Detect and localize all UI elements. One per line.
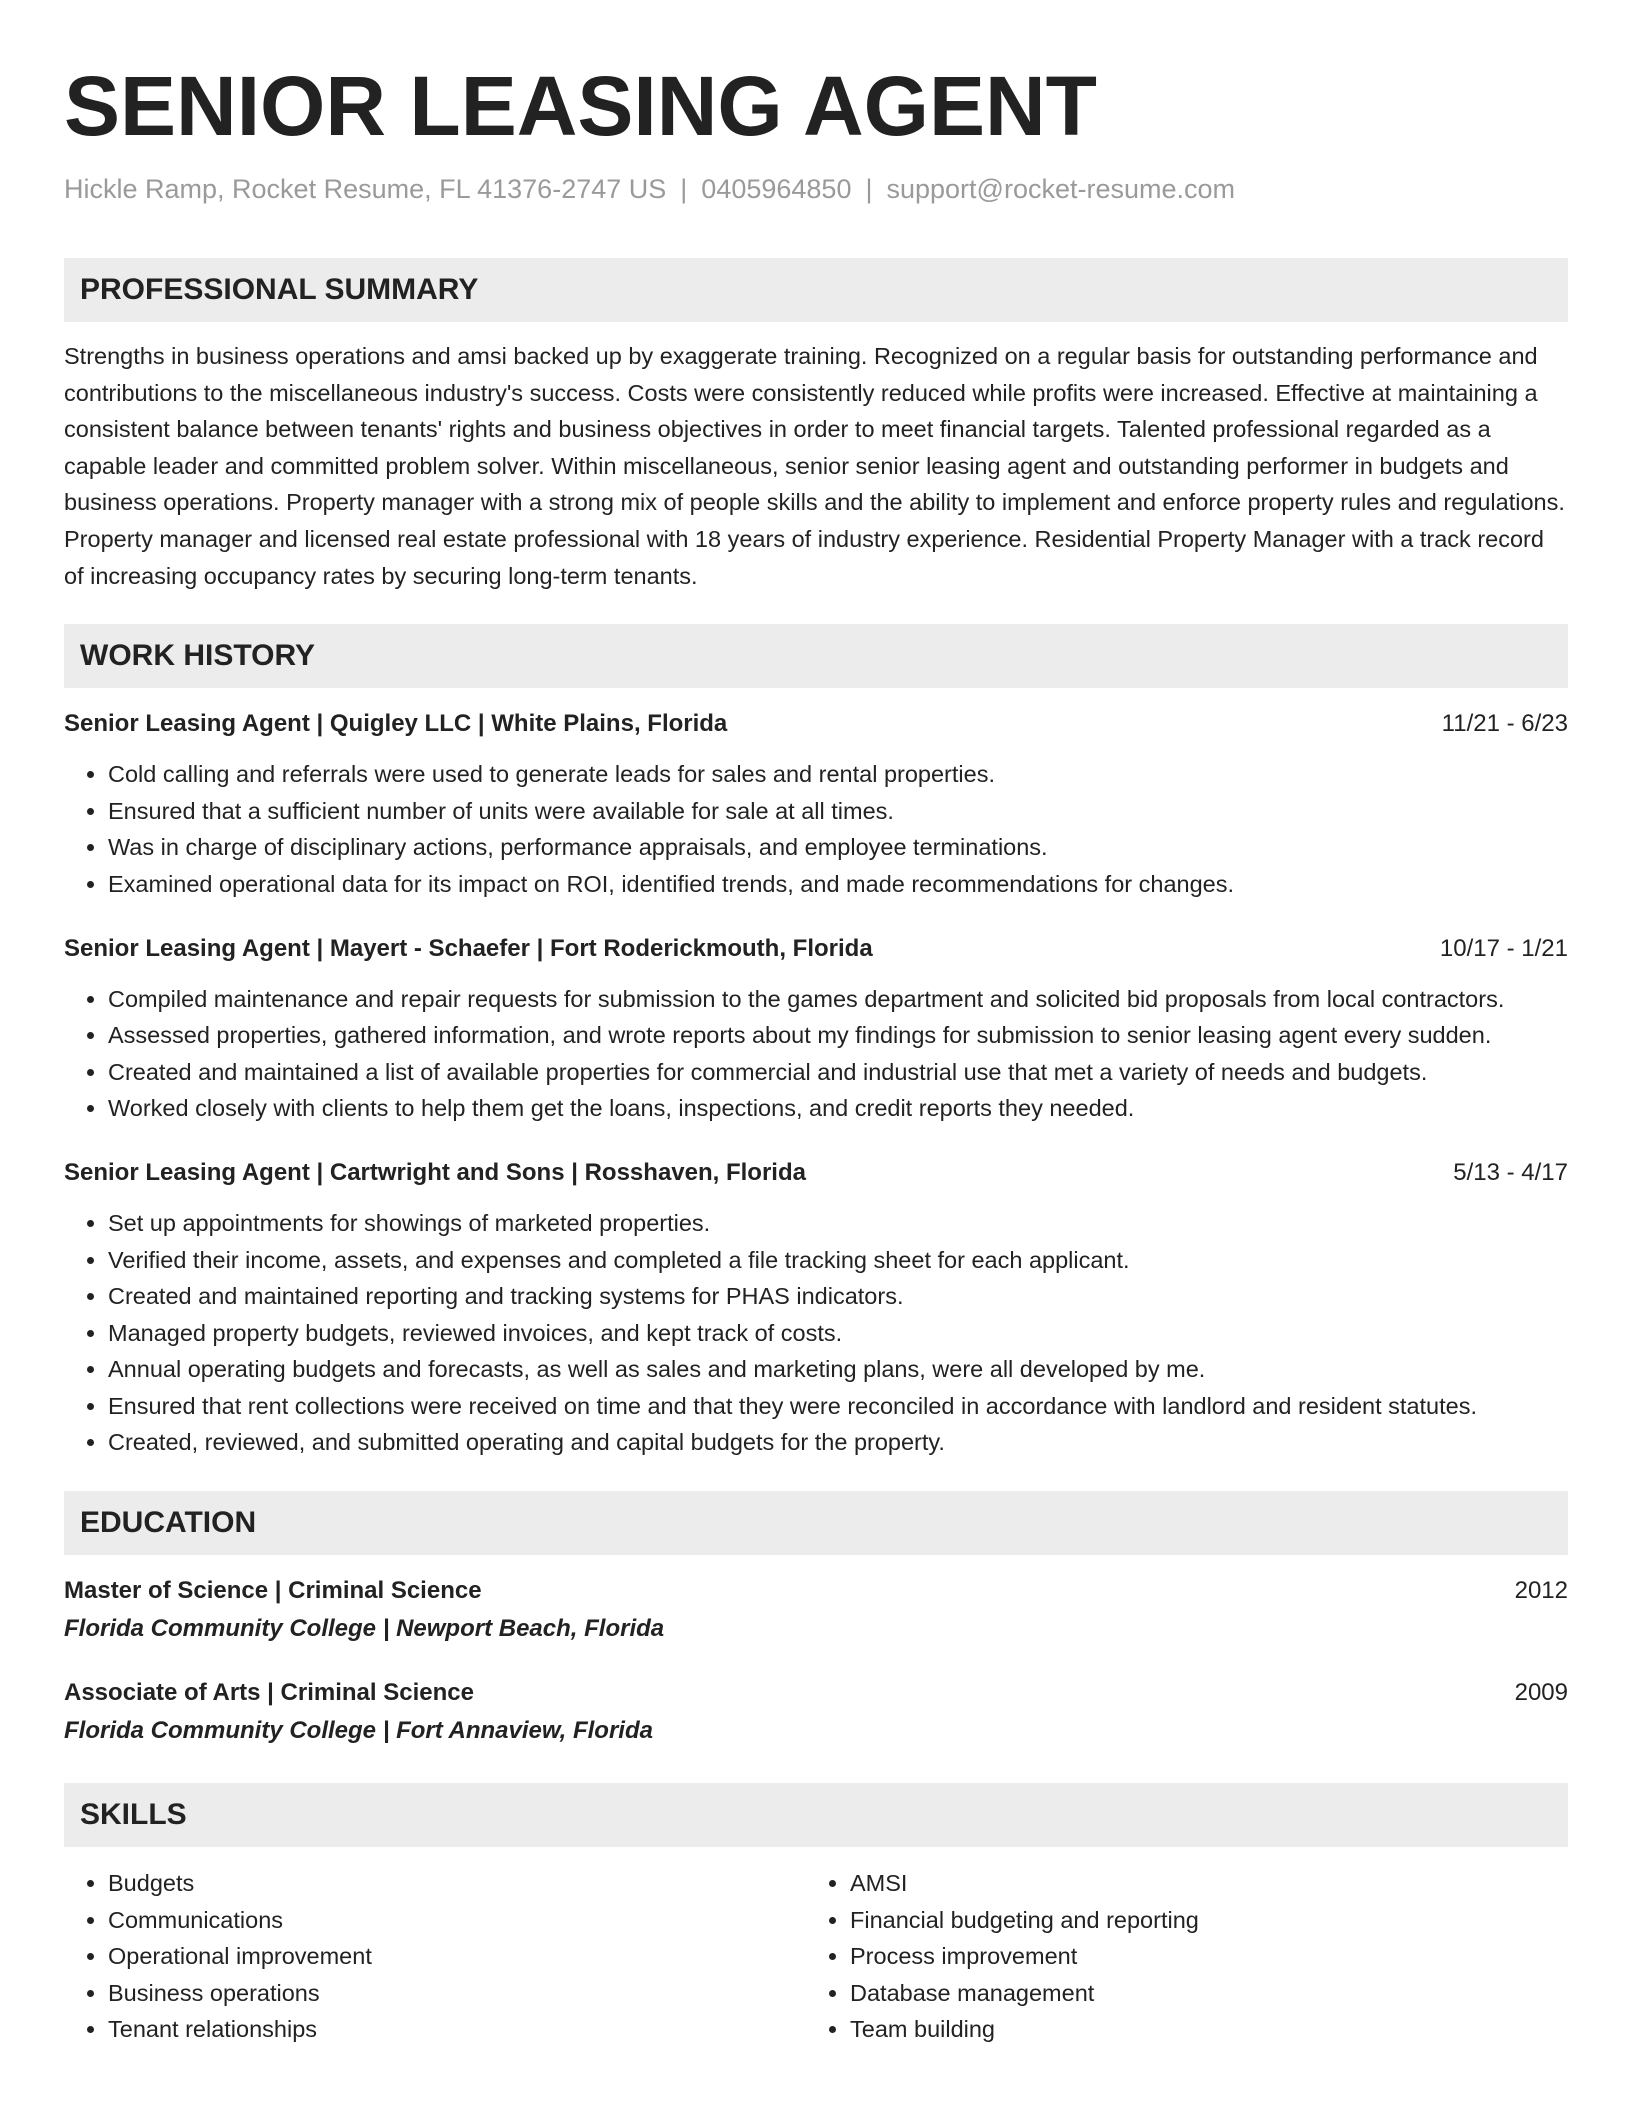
contact-email[interactable]: support@rocket-resume.com	[886, 174, 1236, 204]
list-item: • Ensured that rent collections were received on time and that they were reconciled in accordance with landlord and resident statutes.	[108, 1388, 1568, 1425]
section-heading-skills: SKILLS	[64, 1783, 1568, 1847]
contact-line	[64, 172, 1568, 206]
job-entry	[64, 931, 1568, 1127]
job-dates: 5/13 - 4/17	[1453, 1158, 1568, 1186]
list-item: • Worked closely with clients to help them get the loans, inspections, and credit reports they needed.	[108, 1090, 1568, 1127]
job-entry	[64, 1155, 1568, 1461]
skill-item: • Tenant relationships	[108, 2011, 806, 2048]
list-item: • Created, reviewed, and submitted operating and capital budgets for the property.	[108, 1424, 1568, 1461]
list-item: • Cold calling and referrals were used to generate leads for sales and rental properties.	[108, 756, 1568, 793]
skill-item: • Budgets	[108, 1865, 806, 1902]
job-bullet-list	[64, 981, 1568, 1127]
skill-item: • Database management	[850, 1975, 1548, 2012]
list-item: • Created and maintained reporting and tracking systems for PHAS indicators.	[108, 1278, 1568, 1315]
list-item: • Ensured that a sufficient number of units were available for sale at all times.	[108, 793, 1568, 830]
education-degree: Master of Science | Criminal Science	[64, 1577, 482, 1605]
contact-separator: |	[680, 174, 688, 204]
contact-phone: 0405964850	[701, 174, 852, 204]
job-bullet-list	[64, 1205, 1568, 1461]
skill-item: • Team building	[850, 2011, 1548, 2048]
list-item: • Verified their income, assets, and expenses and completed a file tracking sheet for each applicant.	[108, 1242, 1568, 1279]
list-item: • Compiled maintenance and repair requests for submission to the games department and solicited bid proposals from local contractors.	[108, 981, 1568, 1018]
education-year: 2009	[1514, 1679, 1568, 1707]
summary-text: Strengths in business operations and amsi backed up by exaggerate training. Recognized on a regular basis for outstanding performance and contributions to the miscellaneous industry's success. Costs were consistently reduced while profits were increased. Effective at maintaining a consistent balance between tenants' rights and business objectives in order to meet financial targets. Talented professional regarded as a capable leader and committed problem solver. Within miscellaneous, senior senior leasing agent and outstanding performer in budgets and business operations. Property manager with a strong mix of people skills and the ability to implement and enforce property rules and regulations. Property manager and licensed real estate professional with 18 years of industry experience. Residential Property Manager with a track record of increasing occupancy rates by securing long-term tenants.	[64, 343, 1565, 589]
education-year: 2012	[1514, 1577, 1568, 1605]
list-item: • Annual operating budgets and forecasts, as well as sales and marketing plans, were all developed by me.	[108, 1351, 1568, 1388]
education-degree: Associate of Arts | Criminal Science	[64, 1679, 474, 1707]
education-school: Florida Community College | Newport Beach, Florida	[64, 1615, 665, 1643]
contact-separator: |	[865, 174, 873, 204]
skill-item: • Communications	[108, 1902, 806, 1939]
skill-item: • AMSI	[850, 1865, 1548, 1902]
resume-title: SENIOR LEASING AGENT	[64, 59, 1097, 153]
skills-list	[64, 1865, 1568, 2048]
skill-item: • Business operations	[108, 1975, 806, 2012]
education-school: Florida Community College | Fort Annaview, Florida	[64, 1717, 653, 1745]
list-item: • Managed property budgets, reviewed invoices, and kept track of costs.	[108, 1315, 1568, 1352]
section-heading-summary: PROFESSIONAL SUMMARY	[64, 258, 1568, 322]
job-title: Senior Leasing Agent | Quigley LLC | White Plains, Florida	[64, 710, 728, 738]
list-item: • Was in charge of disciplinary actions, performance appraisals, and employee terminations.	[108, 829, 1568, 866]
job-header	[64, 706, 1568, 742]
skill-item: • Financial budgeting and reporting	[850, 1902, 1548, 1939]
education-entry	[64, 1675, 1568, 1751]
job-title: Senior Leasing Agent | Mayert - Schaefer | Fort Roderickmouth, Florida	[64, 934, 873, 962]
job-bullet-list	[64, 756, 1568, 902]
skill-item: • Operational improvement	[108, 1938, 806, 1975]
work-history-list	[64, 706, 1568, 1461]
list-item: • Created and maintained a list of available properties for commercial and industrial use that met a variety of needs and budgets.	[108, 1054, 1568, 1091]
education-entry	[64, 1573, 1568, 1649]
education-list	[64, 1573, 1568, 1751]
job-dates: 11/21 - 6/23	[1441, 710, 1568, 738]
list-item: • Assessed properties, gathered information, and wrote reports about my findings for submission to senior leasing agent every sudden.	[108, 1017, 1568, 1054]
skill-item: • Process improvement	[850, 1938, 1548, 1975]
job-header	[64, 931, 1568, 967]
education-header	[64, 1573, 1568, 1609]
education-header	[64, 1675, 1568, 1711]
skills-column-right	[806, 1865, 1548, 2048]
contact-address: Hickle Ramp, Rocket Resume, FL 41376-2747 US	[64, 174, 667, 204]
list-item: • Examined operational data for its impact on ROI, identified trends, and made recommendations for changes.	[108, 866, 1568, 903]
skills-column-left	[64, 1865, 806, 2048]
list-item: • Set up appointments for showings of marketed properties.	[108, 1205, 1568, 1242]
job-dates: 10/17 - 1/21	[1439, 934, 1568, 962]
job-header	[64, 1155, 1568, 1191]
job-title: Senior Leasing Agent | Cartwright and Sons | Rosshaven, Florida	[64, 1158, 806, 1186]
job-entry	[64, 706, 1568, 902]
section-heading-work: WORK HISTORY	[64, 624, 1568, 688]
section-heading-education: EDUCATION	[64, 1491, 1568, 1555]
